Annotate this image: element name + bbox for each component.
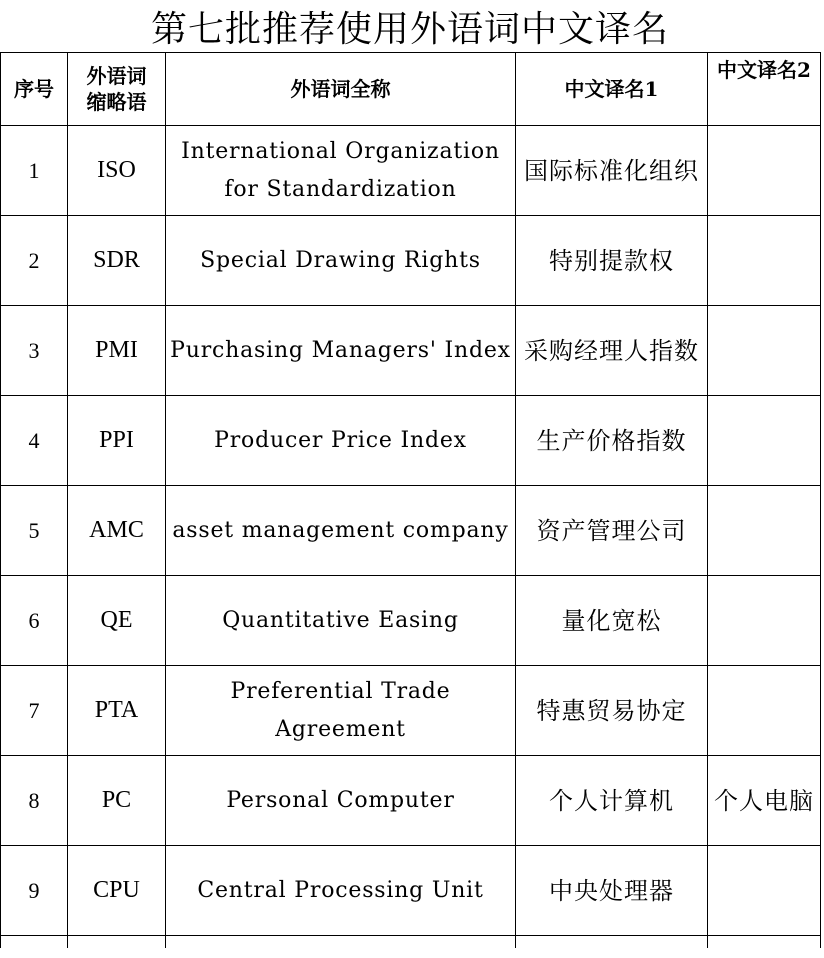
cell-full-name: Producer Price Index bbox=[166, 396, 516, 486]
cell-abbr: PMI bbox=[68, 306, 166, 396]
cell-index: 6 bbox=[1, 576, 68, 666]
table-row bbox=[1, 486, 821, 576]
cell-cn-name-1: 资产管理公司 bbox=[516, 486, 708, 576]
cell-index: 4 bbox=[1, 396, 68, 486]
header-full-name: 外语词全称 bbox=[166, 53, 516, 126]
cell-index: 1 bbox=[1, 126, 68, 216]
cell-abbr: AMC bbox=[68, 486, 166, 576]
cell-abbr: CPU bbox=[68, 846, 166, 936]
cell-cn-name-2 bbox=[708, 396, 821, 486]
table-row bbox=[1, 666, 821, 756]
cell-index: 9 bbox=[1, 846, 68, 936]
header-index: 序号 bbox=[1, 53, 68, 126]
table-row bbox=[1, 756, 821, 846]
cell-cn-name-2 bbox=[708, 666, 821, 756]
table-row bbox=[1, 306, 821, 396]
table-row-partial bbox=[1, 936, 821, 949]
cell-index: 3 bbox=[1, 306, 68, 396]
cell-cn-name-1: 特别提款权 bbox=[516, 216, 708, 306]
cell-index: 7 bbox=[1, 666, 68, 756]
cell-abbr: SDR bbox=[68, 216, 166, 306]
cell-cn-name-2 bbox=[708, 846, 821, 936]
header-cn-name-1: 中文译名1 bbox=[516, 53, 708, 126]
cell-full-name: Personal Computer bbox=[166, 756, 516, 846]
cell-cn-name-2: 个人电脑 bbox=[708, 756, 821, 846]
page-title: 第七批推荐使用外语词中文译名 bbox=[150, 9, 669, 50]
header-abbr: 外语词缩略语 bbox=[68, 53, 166, 126]
cell-abbr: PTA bbox=[68, 666, 166, 756]
cell-full-name: Preferential Trade Agreement bbox=[166, 666, 516, 756]
table-body bbox=[1, 126, 821, 949]
table-row bbox=[1, 216, 821, 306]
cell-full-name: Quantitative Easing bbox=[166, 576, 516, 666]
cell-full-name: International Organization for Standardization bbox=[166, 126, 516, 216]
cell-cn-name-1: 个人计算机 bbox=[516, 756, 708, 846]
cell-abbr: ISO bbox=[68, 126, 166, 216]
cell-abbr: PPI bbox=[68, 396, 166, 486]
cell-full-name: Special Drawing Rights bbox=[166, 216, 516, 306]
cell-cn-name-1: 国际标准化组织 bbox=[516, 126, 708, 216]
table-row bbox=[1, 576, 821, 666]
cell-cn-name-2 bbox=[708, 216, 821, 306]
cell-index: 2 bbox=[1, 216, 68, 306]
header-cn-name-2: 中文译名2 bbox=[708, 53, 821, 126]
cell-cn-name-1: 采购经理人指数 bbox=[516, 306, 708, 396]
cell-index: 8 bbox=[1, 756, 68, 846]
cell-abbr: QE bbox=[68, 576, 166, 666]
table-header-row bbox=[1, 53, 821, 126]
translation-table bbox=[0, 52, 821, 948]
cell-cn-name-1: 生产价格指数 bbox=[516, 396, 708, 486]
cell-full-name: Central Processing Unit bbox=[166, 846, 516, 936]
cell-index: 5 bbox=[1, 486, 68, 576]
table-row bbox=[1, 396, 821, 486]
cell-cn-name-2 bbox=[708, 306, 821, 396]
table-row bbox=[1, 126, 821, 216]
cell-cn-name-2 bbox=[708, 486, 821, 576]
cell-full-name: asset management company bbox=[166, 486, 516, 576]
cell-abbr: PC bbox=[68, 756, 166, 846]
cell-cn-name-2 bbox=[708, 576, 821, 666]
cell-cn-name-1: 量化宽松 bbox=[516, 576, 708, 666]
cell-cn-name-2 bbox=[708, 126, 821, 216]
cell-cn-name-1: 中央处理器 bbox=[516, 846, 708, 936]
table-row bbox=[1, 846, 821, 936]
cell-cn-name-1: 特惠贸易协定 bbox=[516, 666, 708, 756]
cell-full-name: Purchasing Managers' Index bbox=[166, 306, 516, 396]
